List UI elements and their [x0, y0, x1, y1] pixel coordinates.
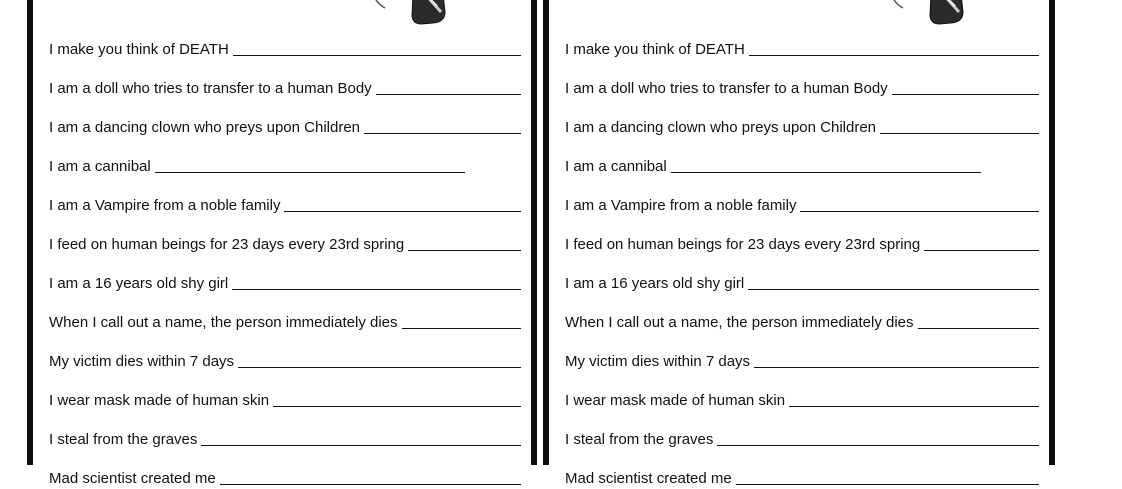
question-text: I wear mask made of human skin [565, 392, 786, 409]
question-text: I am a 16 years old shy girl [565, 275, 745, 292]
question-row [49, 177, 521, 216]
question-row [565, 255, 1039, 294]
question-text: I feed on human beings for 23 days every 23rd spring [565, 236, 921, 253]
question-text: I feed on human beings for 23 days every 23rd spring [49, 236, 405, 253]
worksheet-right [543, 0, 1055, 487]
question-text: I am a cannibal [565, 158, 667, 175]
question-row [49, 411, 521, 450]
answer-blank[interactable] [238, 366, 521, 368]
question-row [565, 333, 1039, 372]
answer-blank[interactable] [364, 132, 521, 134]
answer-blank[interactable] [748, 288, 1039, 290]
question-text: I am a doll who tries to transfer to a human Body [565, 80, 888, 97]
question-text: I make you think of DEATH [565, 41, 745, 58]
question-row [49, 21, 521, 60]
question-text: I am a dancing clown who preys upon Children [565, 119, 877, 136]
question-row [565, 450, 1039, 489]
question-text: I am a 16 years old shy girl [49, 275, 229, 292]
question-row [49, 294, 521, 333]
question-text: I wear mask made of human skin [49, 392, 270, 409]
worksheet-left [27, 0, 537, 487]
answer-blank[interactable] [749, 54, 1039, 56]
question-row [565, 21, 1039, 60]
answer-blank[interactable] [284, 210, 521, 212]
question-text: I am a Vampire from a noble family [49, 197, 281, 214]
answer-blank[interactable] [717, 444, 1039, 446]
question-row [49, 60, 521, 99]
question-text: Mad scientist created me [49, 470, 216, 487]
answer-blank[interactable] [201, 444, 521, 446]
question-row [49, 450, 521, 489]
question-row [565, 294, 1039, 333]
answer-blank[interactable] [754, 366, 1039, 368]
answer-blank[interactable] [924, 249, 1039, 251]
question-row [565, 138, 1039, 177]
question-text: I am a dancing clown who preys upon Children [49, 119, 361, 136]
answer-blank[interactable] [671, 171, 981, 173]
question-row [565, 60, 1039, 99]
question-row [49, 333, 521, 372]
answer-blank[interactable] [789, 405, 1039, 407]
question-text: My victim dies within 7 days [565, 353, 751, 370]
question-text: I steal from the graves [565, 431, 714, 448]
answer-blank[interactable] [402, 327, 521, 329]
answer-blank[interactable] [736, 483, 1039, 485]
answer-blank[interactable] [880, 132, 1039, 134]
question-row [49, 372, 521, 411]
question-row [565, 411, 1039, 450]
question-text: I am a cannibal [49, 158, 151, 175]
question-row [49, 216, 521, 255]
answer-blank[interactable] [800, 210, 1039, 212]
answer-blank[interactable] [408, 249, 521, 251]
question-text: Mad scientist created me [565, 470, 732, 487]
answer-blank[interactable] [376, 93, 521, 95]
question-text: When I call out a name, the person immediately dies [565, 314, 914, 331]
question-text: I steal from the graves [49, 431, 198, 448]
question-text: My victim dies within 7 days [49, 353, 235, 370]
answer-blank[interactable] [918, 327, 1039, 329]
question-row [565, 177, 1039, 216]
answer-blank[interactable] [233, 54, 521, 56]
answer-blank[interactable] [220, 483, 521, 485]
answer-blank[interactable] [892, 93, 1039, 95]
question-list [49, 21, 521, 489]
question-text: When I call out a name, the person immediately dies [49, 314, 398, 331]
question-text: I make you think of DEATH [49, 41, 229, 58]
question-text: I am a Vampire from a noble family [565, 197, 797, 214]
question-row [49, 99, 521, 138]
question-row [565, 372, 1039, 411]
question-row [49, 255, 521, 294]
question-list [565, 21, 1039, 489]
question-row [565, 99, 1039, 138]
question-row [565, 216, 1039, 255]
answer-blank[interactable] [273, 405, 521, 407]
answer-blank[interactable] [232, 288, 521, 290]
question-row [49, 138, 521, 177]
answer-blank[interactable] [155, 171, 465, 173]
question-text: I am a doll who tries to transfer to a human Body [49, 80, 372, 97]
